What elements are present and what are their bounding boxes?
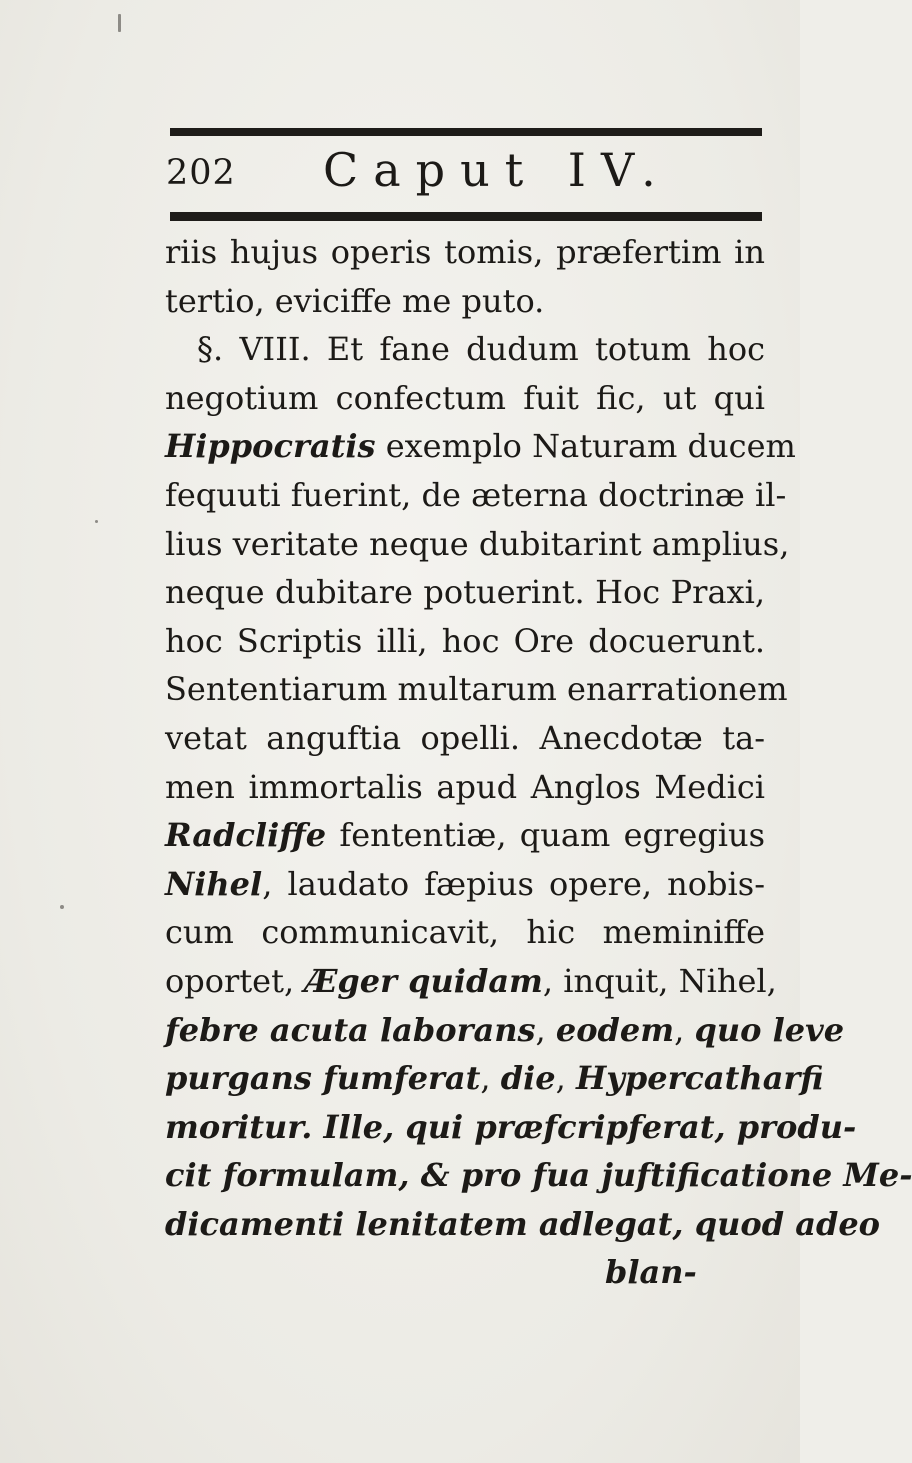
top-rule [170, 128, 762, 136]
running-title: Caput IV. [323, 143, 671, 197]
text-segment: cum communicavit, hic meminiffe [165, 913, 765, 952]
margin-mark [118, 14, 121, 32]
text-segment: , [674, 1010, 695, 1049]
text-segment: , inquit, Nihel, [542, 961, 777, 1000]
text-line [165, 277, 765, 326]
text-line [165, 374, 765, 423]
italic-text: Radcliffe [165, 816, 327, 855]
italic-text: febre acuta laborans [165, 1010, 536, 1049]
text-line [165, 617, 765, 666]
text-segment: fequuti fuerint, de æterna doctrinæ il- [165, 475, 787, 514]
text-segment: riis hujus operis tomis, præfertim in [165, 233, 765, 271]
text-line [165, 957, 777, 1006]
text-segment: lius veritate neque dubitarint amplius, [165, 524, 790, 563]
text-segment: Sententiarum multarum enarrationem [165, 670, 788, 709]
text-segment: exemplo Naturam ducem [375, 427, 796, 466]
italic-text: Æger quidam [304, 961, 543, 1000]
text-segment: tertio, eviciffe me puto. [165, 281, 545, 320]
ink-speck [95, 520, 98, 523]
italic-text: Nihel [165, 864, 263, 903]
italic-text: moritur. Ille, qui præfcripferat, produ- [165, 1107, 857, 1146]
text-line [165, 520, 790, 569]
text-line [165, 860, 765, 909]
text-line [165, 1200, 881, 1249]
page-number: 202 [166, 153, 236, 193]
italic-text: purgans fumferat [165, 1059, 481, 1098]
ink-speck [60, 905, 64, 909]
text-segment: vetat anguftia opelli. Anecdotæ ta- [165, 718, 765, 757]
text-segment: , [480, 1059, 501, 1098]
text-segment: , [555, 1059, 576, 1098]
text-line [165, 422, 796, 471]
italic-text: Hypercatharfi [576, 1059, 824, 1098]
italic-text: dicamenti lenitatem adlegat, quod adeo [165, 1204, 881, 1243]
text-segment: §. VIII. Et fane dudum totum hoc [197, 330, 765, 369]
text-line [165, 811, 765, 860]
text-line [165, 1151, 912, 1200]
text-line [165, 714, 765, 763]
text-segment: , [535, 1010, 556, 1049]
text-segment: , laudato fæpius opere, nobis- [262, 864, 765, 903]
text-line [165, 471, 787, 520]
text-line [165, 763, 765, 812]
text-line [165, 665, 788, 714]
text-line [165, 1054, 824, 1103]
catchword: blan- [605, 1253, 697, 1292]
italic-text: cit formulam, & pro fua juftificatione Me- [165, 1156, 912, 1195]
body-text [165, 228, 912, 1297]
text-line [165, 325, 765, 374]
italic-text: eodem [555, 1010, 675, 1049]
italic-text: quo leve [694, 1010, 845, 1049]
text-line [165, 228, 765, 277]
italic-text: die [500, 1059, 556, 1098]
text-segment: hoc Scriptis illi, hoc Ore docuerunt. [165, 621, 765, 660]
text-line [165, 568, 765, 617]
header-rule [170, 212, 762, 221]
text-segment: negotium confectum fuit fic, ut qui [165, 378, 765, 417]
text-line [165, 1006, 845, 1055]
text-line [165, 908, 765, 957]
text-segment: oportet, [165, 961, 305, 1000]
italic-text: Hippocratis [165, 427, 376, 466]
text-line [165, 1103, 857, 1152]
text-segment: men immortalis apud Anglos Medici [165, 767, 765, 806]
text-segment: neque dubitare potuerint. Hoc Praxi, [165, 573, 765, 612]
text-segment: fententiæ, quam egregius [326, 816, 765, 855]
